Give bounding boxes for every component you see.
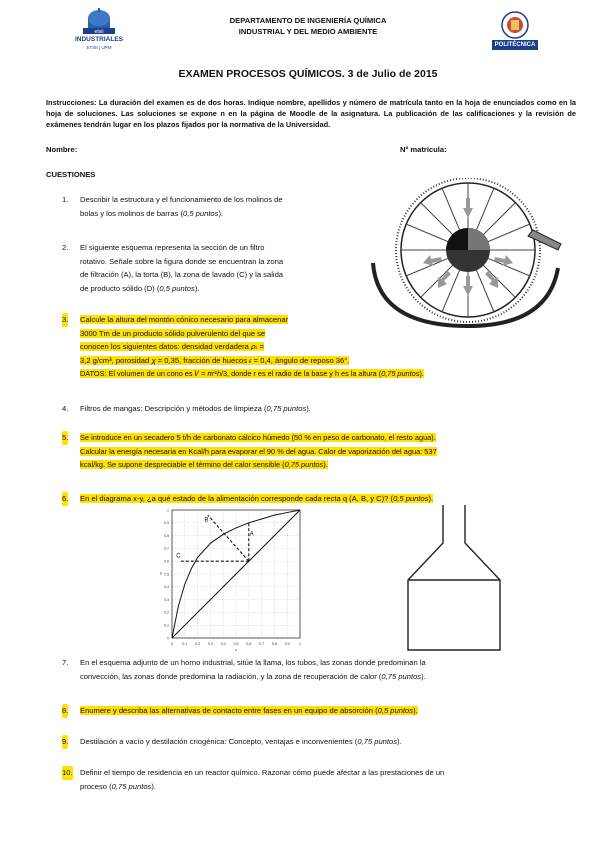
- y-tick-label: 0: [167, 636, 169, 641]
- x-tick-label: 0,3: [207, 642, 213, 646]
- rotary-filter-figure: [368, 178, 563, 328]
- question-points: 0,75 puntos: [357, 737, 398, 746]
- question-line: conocen los siguientes datos: densidad verdadera 𝜌ₜ =: [80, 342, 265, 352]
- question-line: El siguiente esquema representa la sección de un filtro: [80, 243, 265, 252]
- question-line: proceso (: [80, 781, 112, 791]
- question-line: DATOS: El volumen de un cono es 𝑉 = 𝜋𝑟²ℎ/3, donde r es el radio de la base y h es la altura (: [80, 369, 382, 379]
- question-number: 4.: [62, 404, 69, 413]
- name-label: Nombre:: [46, 145, 78, 154]
- question-tail: ).: [428, 494, 434, 503]
- question-line: Destilación a vacío y destilación criogénica: Concepto, ventajas e inconvenientes (: [80, 737, 358, 746]
- question-tail: ).: [306, 404, 311, 413]
- question-line: Filtros de mangas: Descripción y métodos de limpieza (: [80, 404, 267, 413]
- question-points: 0,75 puntos: [284, 460, 324, 470]
- question-number: 9.: [62, 735, 68, 749]
- y-tick-label: 0,8: [164, 533, 169, 538]
- question-tail: ).: [194, 283, 200, 293]
- logo-left-sub: ETSII | UPM: [86, 45, 112, 50]
- department-line-1: DEPARTAMENTO DE INGENIERÍA QUÍMICA: [229, 16, 387, 25]
- series-line-diagonal: [172, 510, 300, 638]
- department-heading: [180, 15, 436, 37]
- question-tail: ).: [151, 781, 156, 791]
- question-points: 0,5 puntos: [377, 706, 414, 715]
- section-label: CUESTIONES: [46, 170, 96, 179]
- x-tick-label: 0,8: [271, 642, 277, 646]
- question-line: Se introduce en un secadero 5 t/h de carbonato cálcico húmedo (50 % en peso de carbonato, el resto agua).: [80, 433, 436, 442]
- question-points: 0,75 puntos: [111, 781, 152, 791]
- question-number: 7.: [62, 658, 69, 667]
- y-axis-label: y: [160, 570, 162, 575]
- annotation-a: A: [249, 531, 254, 538]
- x-tick-label: 1: [299, 642, 301, 646]
- question-line: bolas y los molinos de barras (: [80, 208, 183, 218]
- annotation-c: C: [176, 553, 181, 560]
- y-tick-label: 1: [167, 508, 169, 513]
- question-tail: ).: [323, 460, 328, 470]
- svg-text:etsii: etsii: [94, 29, 104, 35]
- xy-diagram: [150, 502, 310, 658]
- question-line: kcal/kg. Se supone despreciable el término del calor sensible (: [80, 460, 285, 470]
- question-points: 0,5 puntos: [159, 283, 195, 293]
- x-tick-label: 0,1: [182, 642, 188, 646]
- y-tick-label: 0,9: [164, 521, 169, 526]
- y-tick-label: 0,3: [164, 597, 169, 602]
- page-title: EXAMEN PROCESOS QUÍMICOS. 3 de Julio de 2015: [178, 68, 438, 80]
- crest-icon: [490, 10, 540, 40]
- question-points: 0,5 puntos: [182, 208, 219, 218]
- logo-left-text: INDUSTRIALES: [74, 36, 124, 43]
- upm-logo: [490, 10, 540, 52]
- question-number: 2.: [62, 243, 69, 252]
- question-tail: ).: [397, 737, 402, 746]
- question-points: 0,75 puntos: [381, 671, 422, 681]
- furnace-figure: [400, 505, 510, 655]
- series-line-recta-b: [208, 515, 249, 561]
- question-points: 0,5 puntos: [393, 494, 429, 503]
- x-tick-label: 0,5: [233, 642, 239, 646]
- logo-right-text: POLITÉCNICA: [492, 40, 538, 50]
- y-tick-label: 0,6: [164, 559, 169, 564]
- x-tick-label: 0,2: [195, 642, 201, 646]
- annotation-b: B: [204, 517, 209, 524]
- question-line: En el diagrama x-y, ¿a qué estado de la alimentación corresponde cada recta q (A, B, y C)? (: [80, 494, 394, 503]
- instructions: Instrucciones: La duración del examen es de dos horas. Indique nombre, apellidos y número de matrícula tanto en la hoja de enunciados como en la hoja de soluciones. Las soluciones se expone n en la página de Moodle de la asignatura. La publicación de las calificaciones y la revisión de exámenes tendrán lugar en los plazos fijados por la normativa de la Universidad.: [46, 98, 576, 130]
- x-tick-label: 0,4: [220, 642, 226, 646]
- question-line: Calcular la energía necesaria en Kcal/h para evaporar el 90 % del agua. Calor de vaporización del agua: 537: [80, 446, 437, 456]
- question-tail: ).: [413, 706, 418, 715]
- question-number: 5.: [62, 431, 68, 445]
- x-tick-label: 0,9: [284, 642, 290, 646]
- question-line: de producto sólido (D) (: [80, 283, 160, 293]
- question-number: 10.: [62, 766, 73, 780]
- question-line: Enumere y describa las alternativas de contacto entre fases en un equipo de absorción (: [80, 706, 378, 715]
- building-dome-icon: [64, 8, 134, 36]
- y-tick-label: 0,4: [164, 585, 169, 590]
- y-tick-label: 0,1: [164, 623, 169, 628]
- x-tick-label: 0,7: [259, 642, 265, 646]
- x-tick-label: 0,6: [246, 642, 252, 646]
- y-tick-label: 0,5: [164, 572, 169, 577]
- question-line: 3000 Tm de un producto sólido pulverulento del que se: [80, 328, 266, 338]
- question-number: 1.: [62, 195, 69, 204]
- question-number: 3.: [62, 313, 68, 327]
- y-tick-label: 0,2: [164, 610, 169, 615]
- question-number: 8.: [62, 704, 68, 718]
- question-line: Describir la estructura y el funcionamiento de los molinos de: [80, 195, 283, 204]
- question-line: Definir el tiempo de residencia en un reactor químico. Razonar cómo puede afectar a las prestaciones de un: [80, 768, 445, 777]
- x-tick-label: 0: [171, 642, 173, 646]
- department-line-2: INDUSTRIAL Y DEL MEDIO AMBIENTE: [238, 27, 378, 36]
- question-line: de filtración (A), la torta (B), la zona de lavado (C) y la salida: [80, 270, 284, 280]
- matricula-label: Nº matrícula:: [400, 145, 447, 154]
- question-tail: ).: [419, 369, 424, 379]
- question-line: En el esquema adjunto de un horno industrial, sitúe la llama, los tubos, las zonas donde predominan la: [80, 658, 426, 667]
- question-number: 6.: [62, 492, 68, 506]
- question-line: 3,2 g/cm³, porosidad 𝜒 = 0,35, fracción de huecos 𝜖 = 0,4, ángulo de reposo 36°.: [80, 355, 350, 365]
- furnace-outline: [408, 505, 500, 650]
- question-points: 0,75 puntos: [266, 404, 307, 413]
- question-line: Calcule la altura del montón cónico necesario para almacenar: [80, 315, 289, 324]
- etsii-logo: [64, 8, 134, 54]
- x-axis-label: x: [235, 647, 237, 652]
- question-line: convección, las zonas donde predomina la radiación, y la zona de recuperación de calor (: [80, 671, 382, 681]
- question-tail: ).: [421, 671, 426, 681]
- question-line: rotativo. Señale sobre la figura donde se encuentran la zona: [80, 256, 284, 266]
- question-points: 0,75 puntos: [381, 369, 420, 379]
- question-tail: ).: [218, 208, 224, 218]
- y-tick-label: 0,7: [164, 546, 169, 551]
